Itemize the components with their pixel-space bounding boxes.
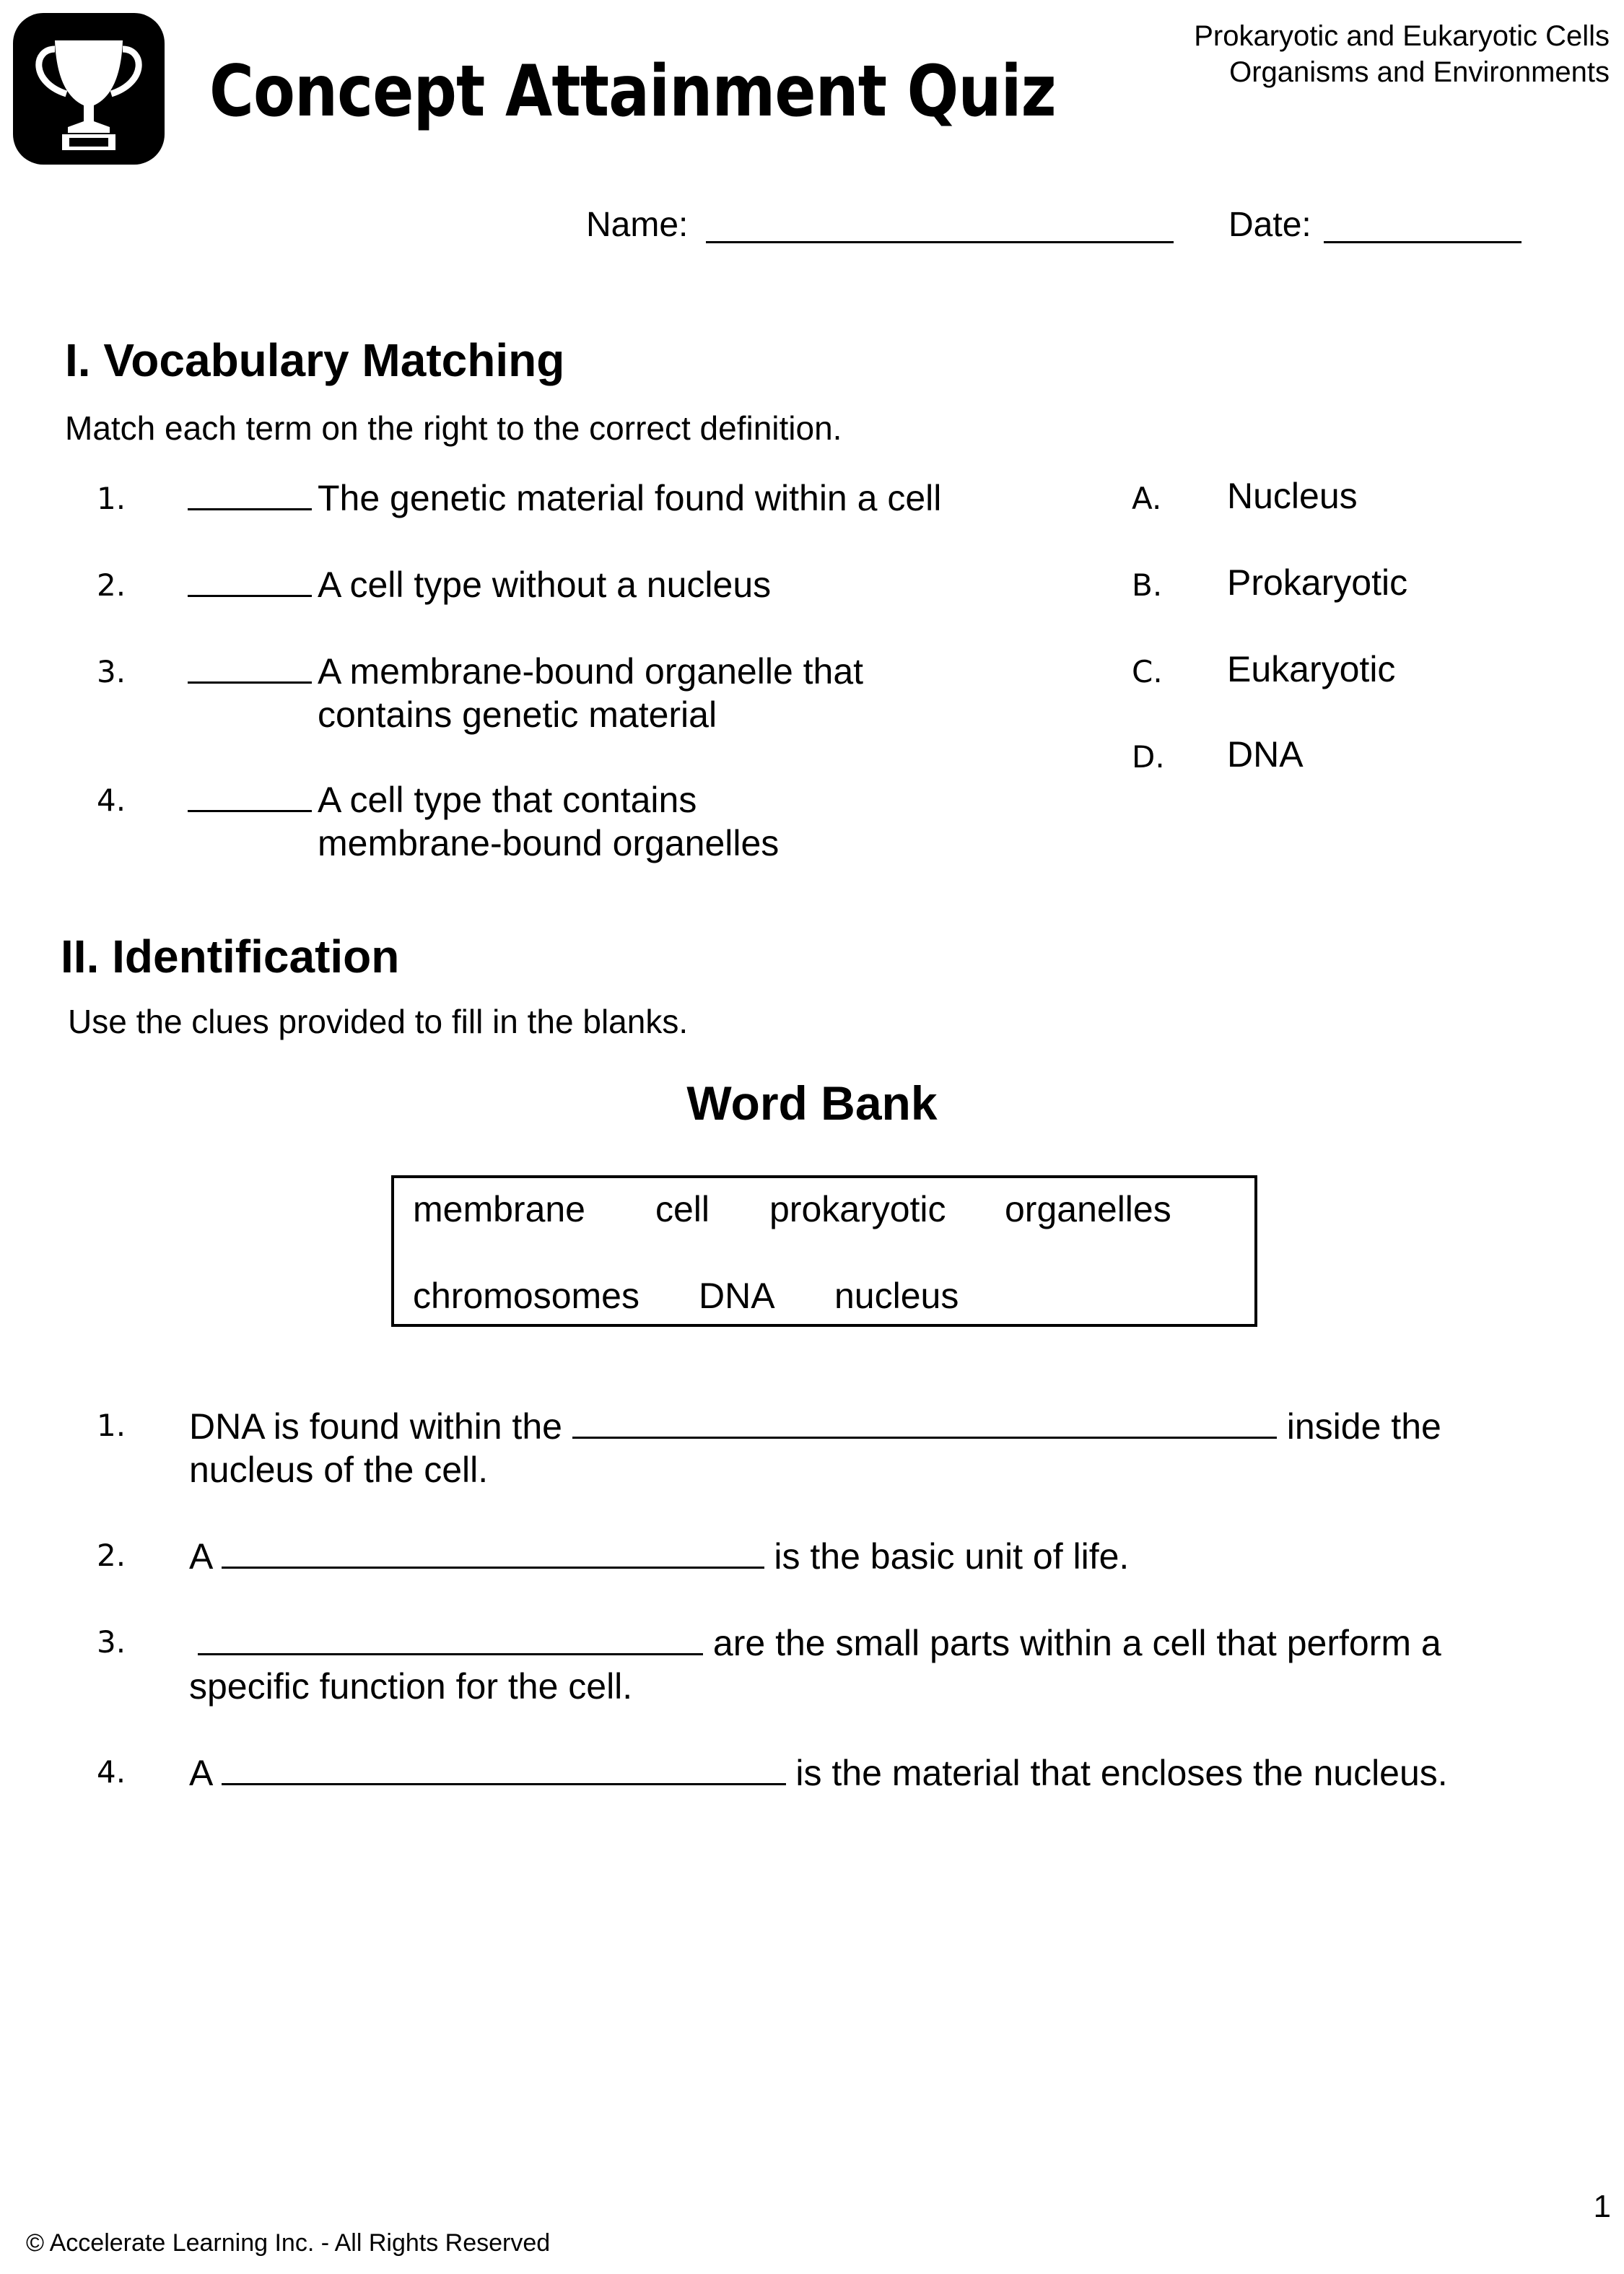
word-bank-word: membrane [413,1189,585,1229]
section1-instruction: Match each term on the right to the correct definition. [65,409,842,447]
match-item-4: A cell type that contains membrane-bound organelles [188,777,779,865]
fill-question-2: A is the basic unit of life. [189,1530,1129,1578]
answer-letter-c: C. [1132,654,1163,689]
fill-question-4: A is the material that encloses the nucleus. [189,1747,1448,1795]
fill-question-3: are the small parts within a cell that perform a specific function for the cell. [189,1617,1441,1708]
section1-heading: I. Vocabulary Matching [65,334,565,386]
fill-question-4-blank[interactable] [222,1747,786,1785]
topic-line-2: Organisms and Environments [1229,56,1610,88]
section2-instruction: Use the clues provided to fill in the blanks. [68,1003,689,1040]
fill-question-4-number: 4. [97,1754,126,1790]
answer-letter-d: D. [1132,739,1165,775]
word-bank [391,1175,1257,1327]
name-field[interactable] [706,241,1174,243]
fill-question-2-blank[interactable] [222,1530,764,1569]
topic-line-1: Prokaryotic and Eukaryotic Cells [1194,20,1610,52]
word-bank-word: DNA [699,1276,775,1316]
match-item-3-number: 3. [97,654,126,689]
word-bank-word: prokaryotic [769,1189,946,1229]
match-item-2-blank[interactable] [188,562,312,597]
answer-letter-b: B. [1132,567,1163,603]
answer-term-d: DNA [1227,734,1304,775]
fill-question-1-number: 1. [97,1408,126,1443]
word-bank-word: cell [655,1189,710,1229]
date-label: Date: [1228,206,1311,244]
match-item-3-blank[interactable] [188,648,312,684]
word-bank-word: nucleus [834,1276,959,1316]
answer-term-a: Nucleus [1227,476,1358,516]
fill-question-1: DNA is found within the inside the nucleus of the cell. [189,1400,1441,1491]
name-label: Name: [586,206,689,244]
match-item-4-blank[interactable] [188,777,312,812]
fill-question-2-number: 2. [97,1538,126,1573]
word-bank-word: chromosomes [413,1276,639,1316]
fill-question-3-blank[interactable] [198,1617,703,1655]
match-item-4-number: 4. [97,783,126,818]
match-item-1: The genetic material found within a cell [188,475,941,520]
match-item-3: A membrane-bound organelle that contains genetic material [188,648,863,736]
match-item-2-number: 2. [97,567,126,603]
answer-letter-a: A. [1132,481,1162,516]
page-number: 1 [1593,2189,1611,2224]
copyright-footer: © Accelerate Learning Inc. - All Rights Reserved [26,2229,551,2257]
word-bank-title: Word Bank [686,1076,938,1130]
fill-question-3-number: 3. [97,1624,126,1660]
match-item-1-number: 1. [97,481,126,516]
section2-heading: II. Identification [61,931,400,983]
date-field[interactable] [1324,241,1522,243]
fill-question-1-blank[interactable] [572,1400,1277,1439]
page-title: Concept Attainment Quiz [209,51,1056,133]
match-item-1-blank[interactable] [188,475,312,510]
trophy-icon [13,13,165,165]
word-bank-word: organelles [1005,1189,1171,1229]
match-item-2: A cell type without a nucleus [188,562,771,606]
answer-term-b: Prokaryotic [1227,562,1408,603]
answer-term-c: Eukaryotic [1227,649,1396,689]
